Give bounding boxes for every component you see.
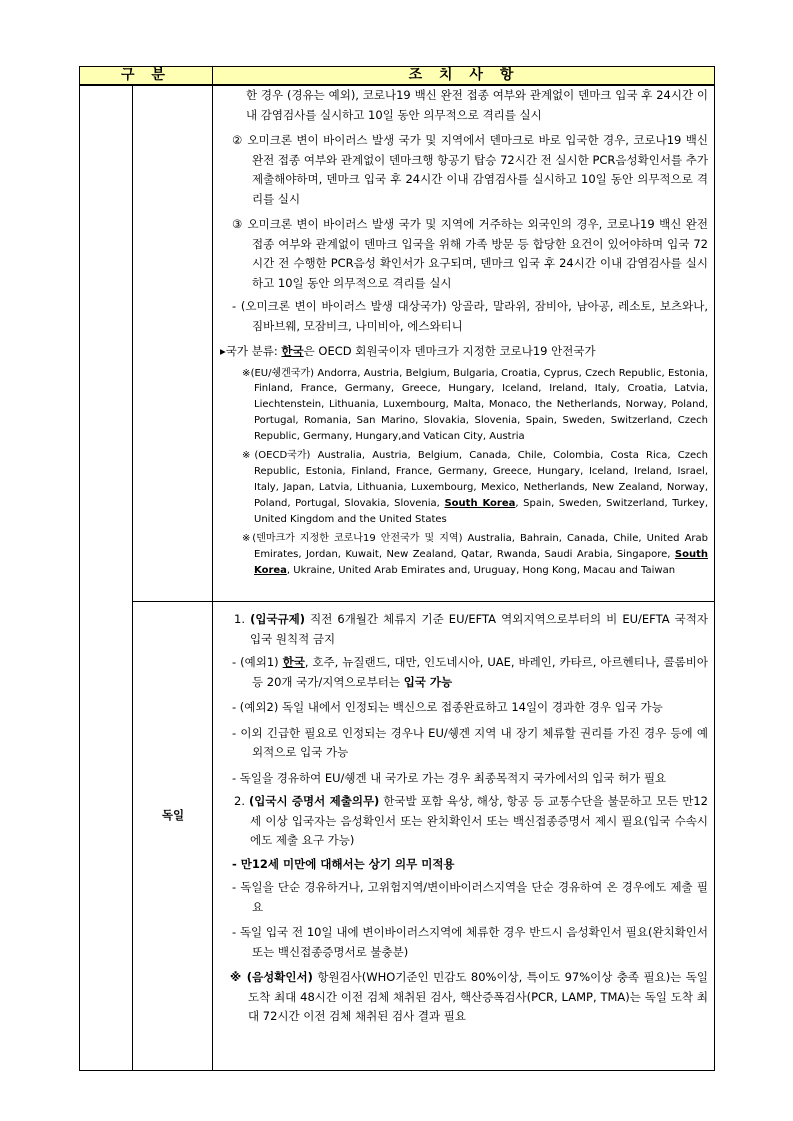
germany-note: ※ (음성확인서) 항원검사(WHO기준인 민감도 80%이상, 특이도 97%이상 충족 필요)는 독일 도착 최대 48시간 이전 검체 채취된 검사, 핵산증폭검사(PCR, LAMP, TMA)는 독일 도착 최대 72시간 이전 검체 채취된 검사 결과 필요	[230, 970, 708, 1023]
germany-item-2: 2. (입국시 증명서 제출의무) 한국발 포함 육상, 해상, 항공 등 교통수단을 불문하고 모든 만12세 이상 입국자는 음성확인서 또는 완치확인서 또는 백신접종증명서 제시 필요(입국 수속시에도 제출 요구 가능)	[234, 794, 708, 847]
table-header	[80, 67, 714, 86]
divider	[212, 67, 213, 1070]
measures-table	[79, 66, 715, 1071]
germany-sub-2: - 독일을 단순 경유하거나, 고위험지역/변이바이러스지역을 단순 경유하여 온 경우에도 제출 필요	[232, 880, 708, 914]
denmark-cont-text: 한 경우 (경유는 예외), 코로나19 백신 완전 접종 여부와 관계없이 덴마크 입국 후 24시간 이내 감염검사를 실시하고 10일 동안 의무적으로 격리를 실시	[246, 88, 708, 122]
denmark-omicron-list: - (오미크론 변이 바이러스 발생 대상국가) 앙골라, 말라위, 잠비아, 남아공, 레소토, 보츠와나, 짐바브웨, 모잠비크, 나미비아, 에스와티니	[232, 299, 708, 333]
germany-exception-1: - (예외1) 한국, 호주, 뉴질랜드, 대만, 인도네시아, UAE, 바레인, 카타르, 아르헨티나, 콜롬비아 등 20개 국가/지역으로부터는 입국 가능	[232, 655, 708, 689]
germany-sub-3: - 독일 입국 전 10일 내에 변이바이러스지역에 체류한 경우 반드시 음성확인서 필요(완치확인서 또는 백신접종증명서로 불충분)	[232, 925, 708, 959]
denmark-item-3: ③ 오미크론 변이 바이러스 발생 국가 및 지역에 거주하는 외국인의 경우, 코로나19 백신 완전 접종 여부와 관계없이 덴마크 입국을 위해 가족 방문 등 합당한 요건이 있어야하며 입국 72시간 전 수행한 PCR음성 확인서가 요구되며, 덴마크 입국 후 24시간 이내 감염검사를 실시하고 10일 동안 의무적으로 격리를 실시	[232, 217, 708, 290]
oecd-list: ※(OECD국가) Australia, Austria, Belgium, Canada, Chile, Colombia, Costa Rica, Czech Republic, Estonia, Finland, France, Germany, Greece, Hungary, Iceland, Ireland, Israel, Italy, Japan, Latvia, Lithuania, Luxembourg, Mexico, Netherlands, New Zealand, Norway, Poland, Portugal, Slovakia, Slovenia, South Korea, Spain, Sweden, Switzerland, Turkey, United Kingdom and the United States	[242, 450, 708, 525]
country-germany: 독일	[161, 808, 185, 822]
denmark-measures	[214, 86, 714, 579]
korea-highlight: South Korea	[254, 549, 708, 577]
divider	[132, 86, 133, 1070]
germany-measures	[214, 610, 714, 1027]
korea-highlight: 한국	[281, 344, 304, 358]
header-measures: 조 치 사 항	[408, 67, 520, 83]
header-category: 구 분	[121, 67, 171, 83]
korea-highlight: 한국	[282, 655, 305, 669]
eu-schengen-list: ※(EU/쉥겐국가) Andorra, Austria, Belgium, Bulgaria, Croatia, Cyprus, Czech Republic, Estonia, Finland, France, Germany, Greece, Hungary, Iceland, Ireland, Italy, Croatia, Latvia, Liechtenstein, Lithuania, Luxembourg, Malta, Monaco, the Netherlands, Norway, Poland, Portugal, Romania, San Marino, Slovakia, Slovenia, Spain, Sweden, Switzerland, Czech Republic, Germany, Hungary,and Vatican City, Austria	[242, 367, 708, 442]
germany-exception-2: - (예외2) 독일 내에서 인정되는 백신으로 접종완료하고 14일이 경과한 경우 입국 가능	[232, 700, 663, 714]
germany-exception-4: - 독일을 경유하여 EU/쉥겐 내 국가로 가는 경우 최종목적지 국가에서의 입국 허가 필요	[232, 770, 667, 785]
safe-country-list: ※(덴마크가 지정한 코로나19 안전국가 및 지역) Australia, Bahrain, Canada, Chile, United Arab Emirates, Jordan, Kuwait, New Zealand, Qatar, Rwanda, Saudi Arabia, Singapore, South Korea, Ukraine, United Arab Emirates and, Uruguay, Hong Kong, Macau and Taiwan	[242, 533, 708, 577]
germany-sub-1: - 만12세 미만에 대해서는 상기 의무 미적용	[232, 856, 455, 871]
denmark-item-2: ② 오미크론 변이 바이러스 발생 국가 및 지역에서 덴마크로 바로 입국한 경우, 코로나19 백신 완전 접종 여부와 관계없이 덴마크행 항공기 탑승 72시간 전 실시한 PCR음성확인서를 추가 제출해야하며, 덴마크 입국 후 24시간 이내 감염검사를 실시하고 10일 동안 의무적으로 격리를 실시	[232, 133, 708, 206]
germany-exception-3: - 이외 긴급한 필요로 인정되는 경우나 EU/쉥겐 지역 내 장기 체류할 권리를 가진 경우 등에 예외적으로 입국 가능	[232, 725, 708, 759]
country-classification: ▸국가 분류: 한국은 OECD 회원국이자 덴마크가 지정한 코로나19 안전국가	[220, 344, 596, 358]
germany-item-1: 1. (입국규제) 직전 6개월간 체류지 기준 EU/EFTA 역외지역으로부터의 비 EU/EFTA 국적자 입국 원칙적 금지	[234, 612, 708, 646]
row-divider	[132, 601, 714, 602]
korea-highlight: South Korea	[444, 497, 516, 509]
